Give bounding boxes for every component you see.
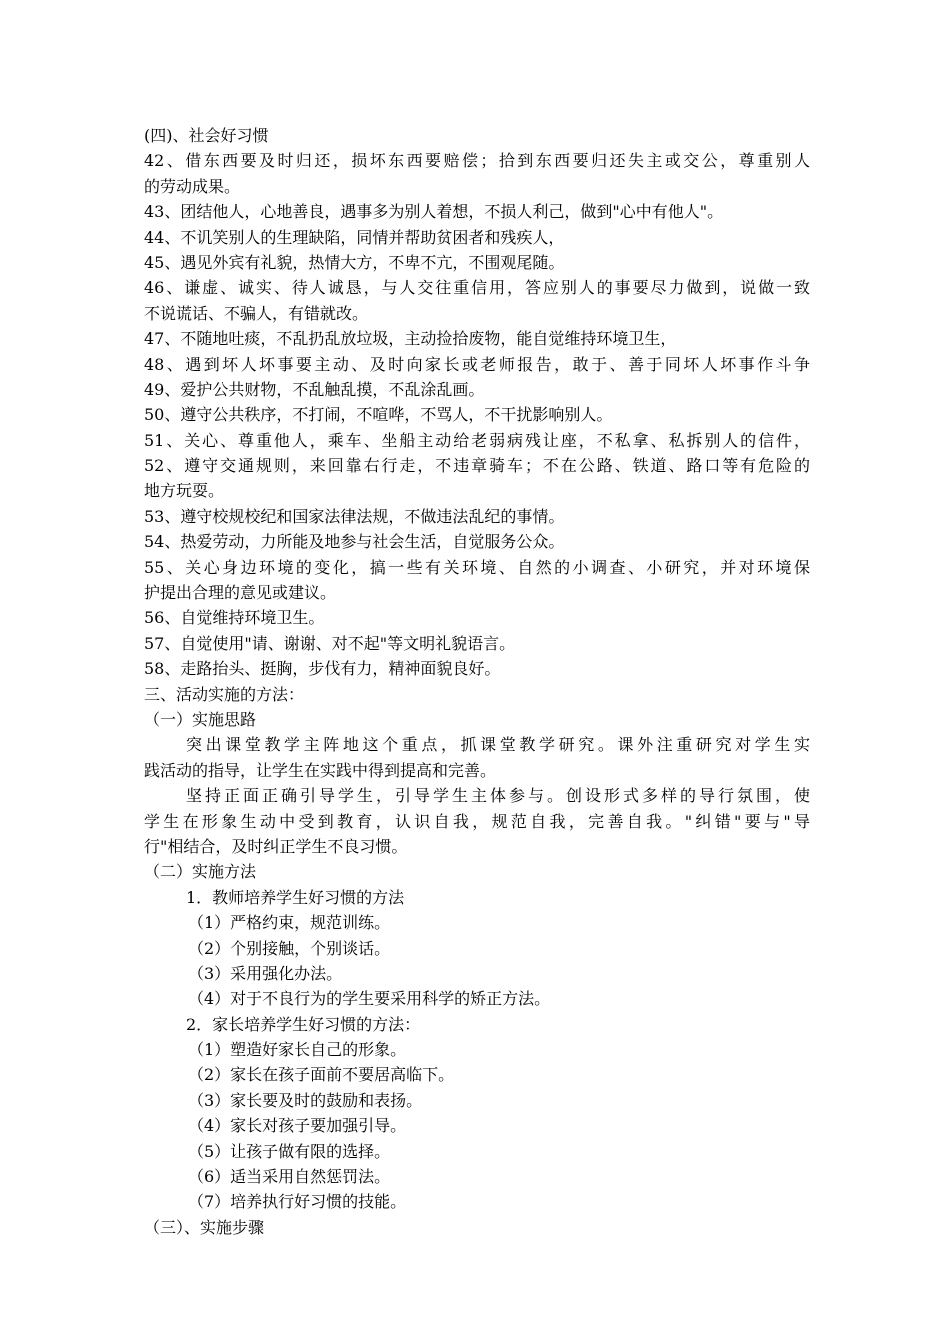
text-line: 57、自觉使用"请、谢谢、对不起"等文明礼貌语言。 — [144, 633, 516, 653]
text-line: 54、热爱劳动，力所能及地参与社会生活，自觉服务公众。 — [144, 532, 565, 552]
text-line: （3）采用强化办法。 — [188, 963, 343, 983]
text-line: （三）、实施步骤 — [144, 1217, 265, 1237]
text-line: 2．家长培养学生好习惯的方法： — [186, 1014, 421, 1034]
text-line: （2）个别接触，个别谈话。 — [188, 938, 391, 958]
text-line: （3）家长要及时的鼓励和表扬。 — [188, 1090, 423, 1110]
text-line: 学生在形象生动中受到教育，认识自我，规范自我，完善自我。"纠错"要与"导 — [144, 811, 810, 831]
text-line: 55、关心身边环境的变化，搞一些有关环境、自然的小调查、小研究，并对环境保 — [144, 557, 810, 577]
text-line: 58、走路抬头、挺胸，步伐有力，精神面貌良好。 — [144, 659, 501, 679]
text-line: 地方玩耍。 — [144, 481, 225, 501]
text-line: （二）实施方法 — [144, 862, 257, 882]
text-line: (四)、社会好习惯 — [144, 126, 269, 145]
text-line: 的劳动成果。 — [144, 176, 241, 196]
text-line: 45、遇见外宾有礼貌，热情大方，不卑不亢，不围观尾随。 — [144, 252, 565, 272]
text-line: （6）适当采用自然惩罚法。 — [188, 1167, 391, 1187]
text-line: 50、遵守公共秩序，不打闹，不喧哗，不骂人，不干扰影响别人。 — [144, 405, 613, 425]
document-page — [144, 123, 810, 1240]
text-line: （1）严格约束，规范训练。 — [188, 913, 391, 933]
text-line: 1．教师培养学生好习惯的方法 — [186, 887, 405, 907]
text-line: 突出课堂教学主阵地这个重点，抓课堂教学研究。课外注重研究对学生实 — [186, 735, 810, 755]
text-line: 三、活动实施的方法： — [144, 684, 305, 704]
text-line: 53、遵守校规校纪和国家法律法规，不做违法乱纪的事情。 — [144, 506, 565, 526]
text-line: 47、不随地吐痰，不乱扔乱放垃圾，主动捡拾废物，能自觉维持环境卫生， — [144, 329, 677, 349]
text-line: 不说谎话、不骗人，有错就改。 — [144, 303, 369, 323]
text-line: 42、借东西要及时归还，损坏东西要赔偿；拾到东西要归还失主或交公，尊重别人 — [144, 151, 810, 171]
text-line: 践活动的指导，让学生在实践中得到提高和完善。 — [144, 760, 497, 780]
text-line: （7）培养执行好习惯的技能。 — [188, 1192, 407, 1212]
text-line: 行"相结合，及时纠正学生不良习惯。 — [144, 836, 408, 856]
text-line: 52、遵守交通规则，来回靠右行走，不违章骑车；不在公路、铁道、路口等有危险的 — [144, 456, 810, 476]
text-line: （1）塑造好家长自己的形象。 — [188, 1040, 407, 1060]
text-line: 51、关心、尊重他人，乘车、坐船主动给老弱病残让座，不私拿、私拆别人的信件， — [144, 430, 810, 450]
text-line: （2）家长在孩子面前不要居高临下。 — [188, 1065, 455, 1085]
text-line: 48、遇到坏人坏事要主动、及时向家长或老师报告，敢于、善于同坏人坏事作斗争 — [144, 354, 810, 374]
text-line: （4）对于不良行为的学生要采用科学的矫正方法。 — [188, 989, 551, 1009]
text-line: 49、爱护公共财物，不乱触乱摸，不乱涂乱画。 — [144, 379, 485, 399]
text-line: （5）让孩子做有限的选择。 — [188, 1141, 391, 1161]
text-line: （4）家长对孩子要加强引导。 — [188, 1116, 407, 1136]
text-line: 56、自觉维持环境卫生。 — [144, 608, 325, 628]
text-line: 43、团结他人，心地善良，遇事多为别人着想，不损人利己，做到"心中有他人"。 — [144, 202, 724, 222]
text-line: 46、谦虚、诚实、待人诚恳，与人交往重信用，答应别人的事要尽力做到，说做一致 — [144, 278, 810, 298]
text-line: 护提出合理的意见或建议。 — [144, 583, 337, 603]
text-line: （一）实施思路 — [144, 709, 257, 729]
text-line: 44、不讥笑别人的生理缺陷，同情并帮助贫困者和残疾人， — [144, 227, 565, 247]
text-line: 坚持正面正确引导学生，引导学生主体参与。创设形式多样的导行氛围，使 — [186, 786, 810, 806]
